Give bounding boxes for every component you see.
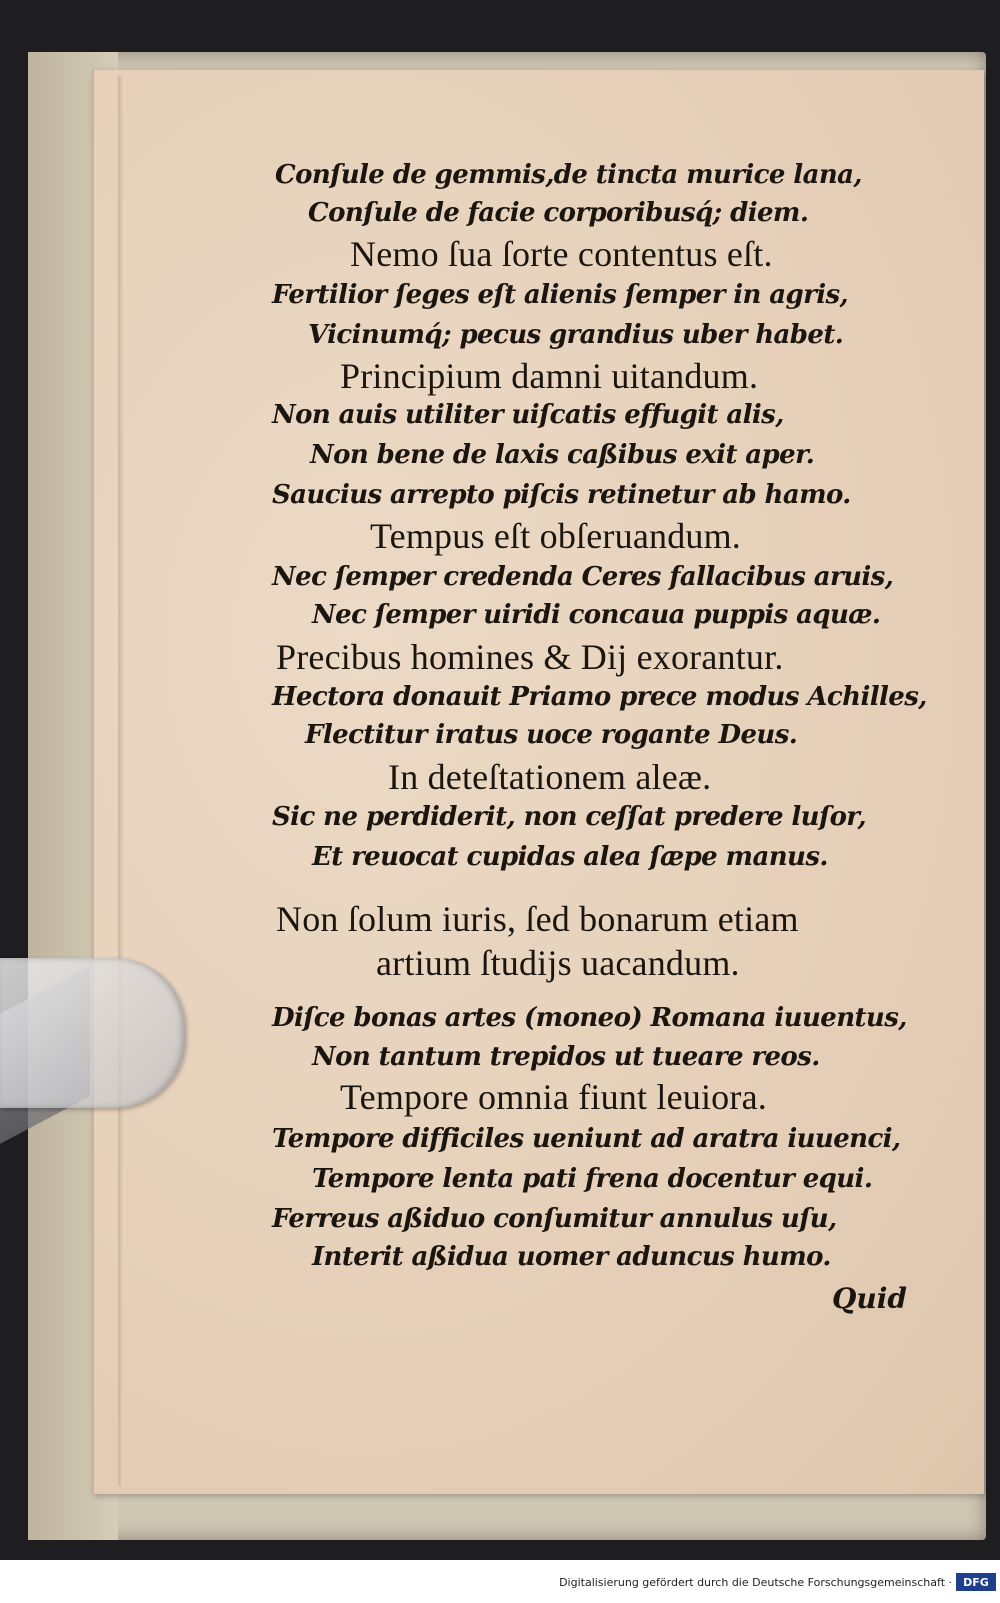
section-heading: In deteſtationem aleæ. (388, 757, 712, 797)
verse-line: Sic ne perdiderit, non ceſſat predere luſor, (272, 802, 866, 832)
section-heading: Tempus eſt obſeruandum. (370, 516, 741, 556)
verse-line: Non tantum trepidos ut tueare reos. (312, 1042, 820, 1072)
page-edge (118, 76, 124, 1486)
funding-credit: Digitalisierung gefördert durch die Deutsche Forschungsgemeinschaft · (559, 1576, 952, 1589)
verse-line: Non auis utiliter uiſcatis effugit alis, (272, 400, 784, 430)
section-heading: Precibus homines & Dij exorantur. (276, 637, 784, 677)
section-heading: artium ſtudijs uacandum. (376, 943, 740, 983)
verse-line: Ferreus aßiduo conſumitur annulus uſu, (272, 1204, 837, 1234)
verse-line: Et reuocat cupidas alea ſæpe manus. (312, 842, 828, 872)
section-heading: Tempore omnia fiunt leuiora. (340, 1077, 767, 1117)
section-heading: Non ſolum iuris, ſed bonarum etiam (276, 899, 799, 939)
verse-line: Non bene de laxis caßibus exit aper. (310, 440, 815, 470)
verse-line: Hectora donauit Priamo prece modus Achilles, (272, 682, 927, 712)
catchword: Quid (832, 1282, 907, 1315)
dfg-logo: DFG (956, 1573, 996, 1591)
verse-line: Nec ſemper credenda Ceres fallacibus aruis, (272, 562, 894, 592)
verse-line: Tempore difficiles ueniunt ad aratra iuuenci, (272, 1124, 901, 1154)
section-heading: Principium damni uitandum. (340, 356, 759, 396)
verse-line: Diſce bonas artes (moneo) Romana iuuentus, (272, 1003, 907, 1033)
verse-line: Interit aßidua uomer aduncus humo. (312, 1242, 831, 1272)
verse-line: Nec ſemper uiridi concaua puppis aquæ. (312, 600, 881, 630)
verse-line: Flectitur iratus uoce rogante Deus. (305, 720, 798, 750)
section-heading: Nemo ſua ſorte contentus eſt. (350, 234, 773, 274)
page-clip (0, 958, 185, 1108)
verse-line: Fertilior ſeges eſt alienis ſemper in agris, (272, 280, 848, 310)
verse-line: Conſule de facie corporibusq́; diem. (308, 198, 809, 228)
verse-line: Saucius arrepto piſcis retinetur ab hamo. (272, 480, 851, 510)
verse-line: Tempore lenta pati frena docentur equi. (312, 1164, 873, 1194)
verse-line: Conſule de gemmis,de tincta murice lana, (275, 160, 862, 190)
verse-line: Vicinumq́; pecus grandius uber habet. (308, 320, 844, 350)
